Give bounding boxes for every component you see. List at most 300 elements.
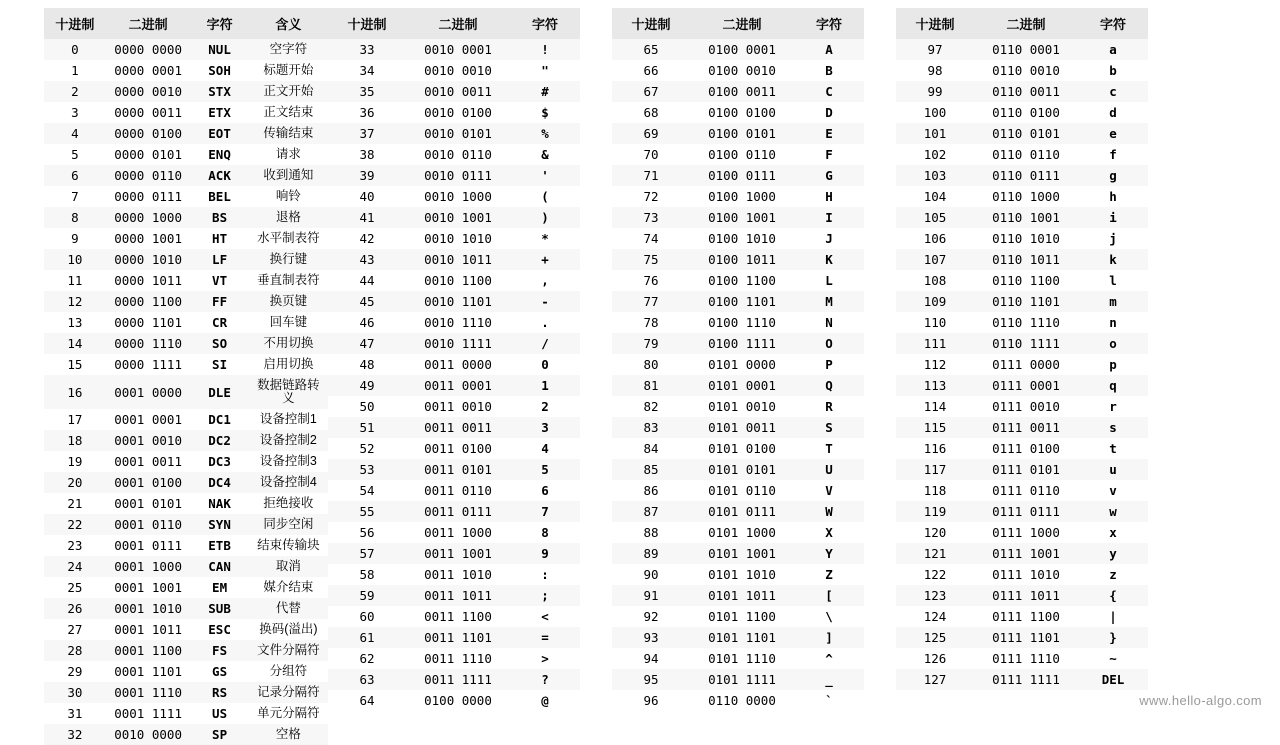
cell-dec: 116 — [896, 438, 974, 459]
cell-chr: DC3 — [190, 451, 248, 472]
cell-mean: 空格 — [249, 724, 328, 745]
cell-chr: h — [1078, 186, 1148, 207]
cell-bin: 0100 0011 — [690, 81, 794, 102]
cell-dec: 55 — [328, 501, 406, 522]
table-row — [328, 60, 580, 81]
table-row — [612, 354, 864, 375]
table-row — [896, 186, 1148, 207]
cell-bin: 0001 1001 — [106, 577, 191, 598]
table-header-row — [896, 8, 1148, 39]
cell-dec: 125 — [896, 627, 974, 648]
cell-dec: 60 — [328, 606, 406, 627]
table-row — [612, 165, 864, 186]
cell-dec: 108 — [896, 270, 974, 291]
cell-chr: < — [510, 606, 580, 627]
table-row — [896, 228, 1148, 249]
table-row — [328, 123, 580, 144]
cell-dec: 71 — [612, 165, 690, 186]
table-row — [896, 627, 1148, 648]
cell-chr: ACK — [190, 165, 248, 186]
cell-bin: 0100 1000 — [690, 186, 794, 207]
cell-bin: 0111 1000 — [974, 522, 1078, 543]
cell-bin: 0011 0011 — [406, 417, 510, 438]
table-row — [44, 81, 328, 102]
cell-mean: 空字符 — [249, 39, 328, 60]
table-row — [44, 577, 328, 598]
cell-chr: ETB — [190, 535, 248, 556]
cell-dec: 83 — [612, 417, 690, 438]
table-row — [44, 228, 328, 249]
cell-dec: 93 — [612, 627, 690, 648]
ascii-table-block — [328, 8, 612, 711]
cell-bin: 0110 1010 — [974, 228, 1078, 249]
cell-dec: 0 — [44, 39, 106, 60]
cell-bin: 0100 0000 — [406, 690, 510, 711]
cell-dec: 25 — [44, 577, 106, 598]
cell-dec: 62 — [328, 648, 406, 669]
cell-mean: 设备控制3 — [249, 451, 328, 472]
table-row — [612, 564, 864, 585]
cell-chr: f — [1078, 144, 1148, 165]
cell-dec: 73 — [612, 207, 690, 228]
cell-dec: 4 — [44, 123, 106, 144]
column-header: 十进制 — [612, 8, 690, 39]
cell-dec: 67 — [612, 81, 690, 102]
table-row — [896, 207, 1148, 228]
table-row — [612, 606, 864, 627]
cell-chr: FS — [190, 640, 248, 661]
cell-mean: 结束传输块 — [249, 535, 328, 556]
cell-dec: 57 — [328, 543, 406, 564]
cell-bin: 0011 0111 — [406, 501, 510, 522]
table-row — [328, 396, 580, 417]
cell-dec: 6 — [44, 165, 106, 186]
cell-dec: 84 — [612, 438, 690, 459]
cell-mean: 正文结束 — [249, 102, 328, 123]
cell-bin: 0000 1101 — [106, 312, 191, 333]
cell-dec: 23 — [44, 535, 106, 556]
table-row — [612, 102, 864, 123]
table-row — [612, 459, 864, 480]
cell-chr: DC4 — [190, 472, 248, 493]
cell-chr: ~ — [1078, 648, 1148, 669]
table-row — [612, 417, 864, 438]
cell-dec: 121 — [896, 543, 974, 564]
cell-chr: H — [794, 186, 864, 207]
cell-chr: k — [1078, 249, 1148, 270]
table-row — [44, 102, 328, 123]
cell-bin: 0101 0001 — [690, 375, 794, 396]
cell-chr: n — [1078, 312, 1148, 333]
cell-chr: RS — [190, 682, 248, 703]
cell-bin: 0000 0110 — [106, 165, 191, 186]
cell-dec: 58 — [328, 564, 406, 585]
cell-chr: t — [1078, 438, 1148, 459]
table-row — [328, 690, 580, 711]
cell-mean: 垂直制表符 — [249, 270, 328, 291]
cell-bin: 0001 0101 — [106, 493, 191, 514]
cell-chr: DC2 — [190, 430, 248, 451]
cell-dec: 127 — [896, 669, 974, 690]
cell-dec: 111 — [896, 333, 974, 354]
table-row — [44, 123, 328, 144]
table-row — [612, 648, 864, 669]
cell-chr: DLE — [190, 375, 248, 409]
cell-dec: 94 — [612, 648, 690, 669]
cell-bin: 0000 1110 — [106, 333, 191, 354]
column-header: 二进制 — [106, 8, 191, 39]
cell-chr: I — [794, 207, 864, 228]
cell-dec: 28 — [44, 640, 106, 661]
cell-mean: 换页键 — [249, 291, 328, 312]
cell-chr: NUL — [190, 39, 248, 60]
cell-chr: $ — [510, 102, 580, 123]
cell-dec: 33 — [328, 39, 406, 60]
cell-chr: { — [1078, 585, 1148, 606]
cell-chr: ' — [510, 165, 580, 186]
cell-chr: SI — [190, 354, 248, 375]
cell-chr: C — [794, 81, 864, 102]
cell-chr: D — [794, 102, 864, 123]
cell-dec: 77 — [612, 291, 690, 312]
table-row — [44, 535, 328, 556]
cell-bin: 0101 0111 — [690, 501, 794, 522]
cell-chr: , — [510, 270, 580, 291]
table-row — [896, 585, 1148, 606]
table-row — [896, 60, 1148, 81]
table-row — [328, 354, 580, 375]
cell-dec: 86 — [612, 480, 690, 501]
table-row — [612, 249, 864, 270]
table-row — [612, 627, 864, 648]
cell-bin: 0111 0001 — [974, 375, 1078, 396]
cell-dec: 11 — [44, 270, 106, 291]
table-row — [896, 480, 1148, 501]
cell-dec: 98 — [896, 60, 974, 81]
table-row — [44, 60, 328, 81]
table-row — [44, 556, 328, 577]
cell-chr: @ — [510, 690, 580, 711]
cell-mean: 分组符 — [249, 661, 328, 682]
cell-dec: 20 — [44, 472, 106, 493]
cell-bin: 0110 0100 — [974, 102, 1078, 123]
cell-chr: ( — [510, 186, 580, 207]
cell-dec: 26 — [44, 598, 106, 619]
cell-dec: 64 — [328, 690, 406, 711]
cell-chr: ! — [510, 39, 580, 60]
cell-chr: G — [794, 165, 864, 186]
cell-bin: 0000 1001 — [106, 228, 191, 249]
column-header: 十进制 — [896, 8, 974, 39]
cell-bin: 0011 0100 — [406, 438, 510, 459]
cell-chr: m — [1078, 291, 1148, 312]
cell-mean: 同步空闲 — [249, 514, 328, 535]
table-row — [896, 606, 1148, 627]
cell-dec: 122 — [896, 564, 974, 585]
cell-bin: 0111 1100 — [974, 606, 1078, 627]
cell-dec: 21 — [44, 493, 106, 514]
cell-chr: SOH — [190, 60, 248, 81]
table-row — [44, 703, 328, 724]
cell-dec: 102 — [896, 144, 974, 165]
column-header: 含义 — [249, 8, 328, 39]
table-row — [612, 585, 864, 606]
cell-bin: 0110 0000 — [690, 690, 794, 711]
cell-bin: 0101 1001 — [690, 543, 794, 564]
table-row — [328, 585, 580, 606]
cell-dec: 53 — [328, 459, 406, 480]
ascii-table — [612, 8, 864, 711]
cell-chr: 0 — [510, 354, 580, 375]
cell-dec: 79 — [612, 333, 690, 354]
cell-dec: 89 — [612, 543, 690, 564]
cell-chr: 9 — [510, 543, 580, 564]
cell-dec: 1 — [44, 60, 106, 81]
cell-dec: 49 — [328, 375, 406, 396]
table-row — [612, 60, 864, 81]
table-row — [612, 39, 864, 60]
cell-chr: b — [1078, 60, 1148, 81]
cell-dec: 96 — [612, 690, 690, 711]
cell-dec: 104 — [896, 186, 974, 207]
cell-chr: x — [1078, 522, 1148, 543]
cell-bin: 0110 1000 — [974, 186, 1078, 207]
cell-chr: c — [1078, 81, 1148, 102]
cell-mean: 设备控制1 — [249, 409, 328, 430]
table-row — [44, 375, 328, 409]
table-row — [44, 724, 328, 745]
table-row — [328, 480, 580, 501]
column-header: 二进制 — [690, 8, 794, 39]
table-row — [328, 207, 580, 228]
cell-chr: > — [510, 648, 580, 669]
cell-dec: 17 — [44, 409, 106, 430]
cell-bin: 0011 1011 — [406, 585, 510, 606]
table-row — [328, 81, 580, 102]
table-row — [44, 472, 328, 493]
cell-bin: 0011 0000 — [406, 354, 510, 375]
table-row — [612, 186, 864, 207]
cell-dec: 12 — [44, 291, 106, 312]
cell-chr: S — [794, 417, 864, 438]
ascii-table — [896, 8, 1148, 690]
table-row — [612, 291, 864, 312]
cell-chr: 4 — [510, 438, 580, 459]
table-row — [896, 39, 1148, 60]
table-row — [896, 123, 1148, 144]
cell-dec: 112 — [896, 354, 974, 375]
cell-mean: 启用切换 — [249, 354, 328, 375]
cell-mean: 文件分隔符 — [249, 640, 328, 661]
cell-chr: B — [794, 60, 864, 81]
table-row — [612, 669, 864, 690]
cell-dec: 103 — [896, 165, 974, 186]
cell-chr: | — [1078, 606, 1148, 627]
cell-bin: 0001 1010 — [106, 598, 191, 619]
cell-bin: 0011 1110 — [406, 648, 510, 669]
table-row — [896, 312, 1148, 333]
cell-bin: 0100 1101 — [690, 291, 794, 312]
column-header: 二进制 — [974, 8, 1078, 39]
cell-dec: 3 — [44, 102, 106, 123]
cell-bin: 0000 1111 — [106, 354, 191, 375]
cell-dec: 107 — [896, 249, 974, 270]
table-row — [896, 417, 1148, 438]
cell-chr: * — [510, 228, 580, 249]
table-row — [896, 543, 1148, 564]
cell-bin: 0010 0100 — [406, 102, 510, 123]
cell-dec: 92 — [612, 606, 690, 627]
cell-bin: 0101 1011 — [690, 585, 794, 606]
cell-mean: 收到通知 — [249, 165, 328, 186]
column-header: 字符 — [1078, 8, 1148, 39]
cell-chr: " — [510, 60, 580, 81]
cell-bin: 0111 0111 — [974, 501, 1078, 522]
cell-dec: 63 — [328, 669, 406, 690]
cell-dec: 10 — [44, 249, 106, 270]
cell-chr: j — [1078, 228, 1148, 249]
cell-dec: 56 — [328, 522, 406, 543]
ascii-tables-container — [0, 8, 1280, 745]
cell-bin: 0001 0100 — [106, 472, 191, 493]
cell-dec: 19 — [44, 451, 106, 472]
table-row — [328, 291, 580, 312]
table-row — [896, 669, 1148, 690]
cell-bin: 0110 1110 — [974, 312, 1078, 333]
cell-dec: 100 — [896, 102, 974, 123]
table-row — [612, 81, 864, 102]
cell-chr: ; — [510, 585, 580, 606]
cell-mean: 设备控制2 — [249, 430, 328, 451]
cell-bin: 0000 1100 — [106, 291, 191, 312]
cell-mean: 不用切换 — [249, 333, 328, 354]
cell-bin: 0100 1001 — [690, 207, 794, 228]
cell-mean: 响铃 — [249, 186, 328, 207]
cell-dec: 8 — [44, 207, 106, 228]
cell-mean: 代替 — [249, 598, 328, 619]
cell-chr: [ — [794, 585, 864, 606]
table-row — [44, 493, 328, 514]
cell-chr: E — [794, 123, 864, 144]
cell-mean: 水平制表符 — [249, 228, 328, 249]
column-header: 字符 — [510, 8, 580, 39]
cell-dec: 38 — [328, 144, 406, 165]
cell-bin: 0111 1010 — [974, 564, 1078, 585]
cell-bin: 0010 1110 — [406, 312, 510, 333]
cell-dec: 82 — [612, 396, 690, 417]
table-row — [328, 501, 580, 522]
cell-dec: 95 — [612, 669, 690, 690]
cell-chr: = — [510, 627, 580, 648]
cell-chr: 6 — [510, 480, 580, 501]
cell-dec: 117 — [896, 459, 974, 480]
cell-chr: ETX — [190, 102, 248, 123]
table-row — [896, 165, 1148, 186]
table-row — [328, 165, 580, 186]
table-row — [44, 682, 328, 703]
cell-bin: 0111 0101 — [974, 459, 1078, 480]
cell-chr: X — [794, 522, 864, 543]
cell-mean: 设备控制4 — [249, 472, 328, 493]
cell-bin: 0011 1100 — [406, 606, 510, 627]
cell-chr: a — [1078, 39, 1148, 60]
cell-dec: 90 — [612, 564, 690, 585]
cell-bin: 0111 0110 — [974, 480, 1078, 501]
table-row — [896, 522, 1148, 543]
cell-chr: Q — [794, 375, 864, 396]
cell-dec: 16 — [44, 375, 106, 409]
cell-bin: 0010 0001 — [406, 39, 510, 60]
table-row — [896, 291, 1148, 312]
table-row — [328, 375, 580, 396]
cell-bin: 0011 0110 — [406, 480, 510, 501]
cell-dec: 105 — [896, 207, 974, 228]
table-row — [328, 270, 580, 291]
cell-dec: 119 — [896, 501, 974, 522]
table-row — [44, 598, 328, 619]
cell-bin: 0110 0010 — [974, 60, 1078, 81]
cell-dec: 91 — [612, 585, 690, 606]
table-row — [896, 648, 1148, 669]
table-row — [44, 39, 328, 60]
cell-bin: 0100 0110 — [690, 144, 794, 165]
cell-dec: 47 — [328, 333, 406, 354]
cell-chr: HT — [190, 228, 248, 249]
table-row — [328, 228, 580, 249]
cell-bin: 0110 0110 — [974, 144, 1078, 165]
cell-bin: 0000 0000 — [106, 39, 191, 60]
table-row — [612, 270, 864, 291]
cell-dec: 37 — [328, 123, 406, 144]
table-row — [612, 333, 864, 354]
cell-dec: 43 — [328, 249, 406, 270]
cell-dec: 106 — [896, 228, 974, 249]
cell-bin: 0001 1101 — [106, 661, 191, 682]
cell-bin: 0010 1010 — [406, 228, 510, 249]
table-row — [44, 333, 328, 354]
cell-dec: 42 — [328, 228, 406, 249]
cell-dec: 120 — [896, 522, 974, 543]
cell-dec: 27 — [44, 619, 106, 640]
cell-dec: 124 — [896, 606, 974, 627]
cell-mean: 正文开始 — [249, 81, 328, 102]
table-row — [328, 669, 580, 690]
cell-chr: SYN — [190, 514, 248, 535]
table-row — [44, 640, 328, 661]
cell-chr: GS — [190, 661, 248, 682]
cell-dec: 24 — [44, 556, 106, 577]
cell-dec: 45 — [328, 291, 406, 312]
table-row — [44, 270, 328, 291]
table-row — [896, 81, 1148, 102]
cell-mean: 拒绝接收 — [249, 493, 328, 514]
cell-dec: 7 — [44, 186, 106, 207]
table-row — [896, 459, 1148, 480]
cell-dec: 118 — [896, 480, 974, 501]
cell-dec: 51 — [328, 417, 406, 438]
cell-mean: 请求 — [249, 144, 328, 165]
cell-bin: 0001 0110 — [106, 514, 191, 535]
table-row — [896, 144, 1148, 165]
cell-bin: 0111 1110 — [974, 648, 1078, 669]
cell-bin: 0111 1101 — [974, 627, 1078, 648]
cell-chr: N — [794, 312, 864, 333]
cell-bin: 0000 1011 — [106, 270, 191, 291]
cell-bin: 0011 0010 — [406, 396, 510, 417]
table-row — [328, 312, 580, 333]
cell-bin: 0000 1010 — [106, 249, 191, 270]
cell-mean: 数据链路转义 — [249, 375, 328, 409]
